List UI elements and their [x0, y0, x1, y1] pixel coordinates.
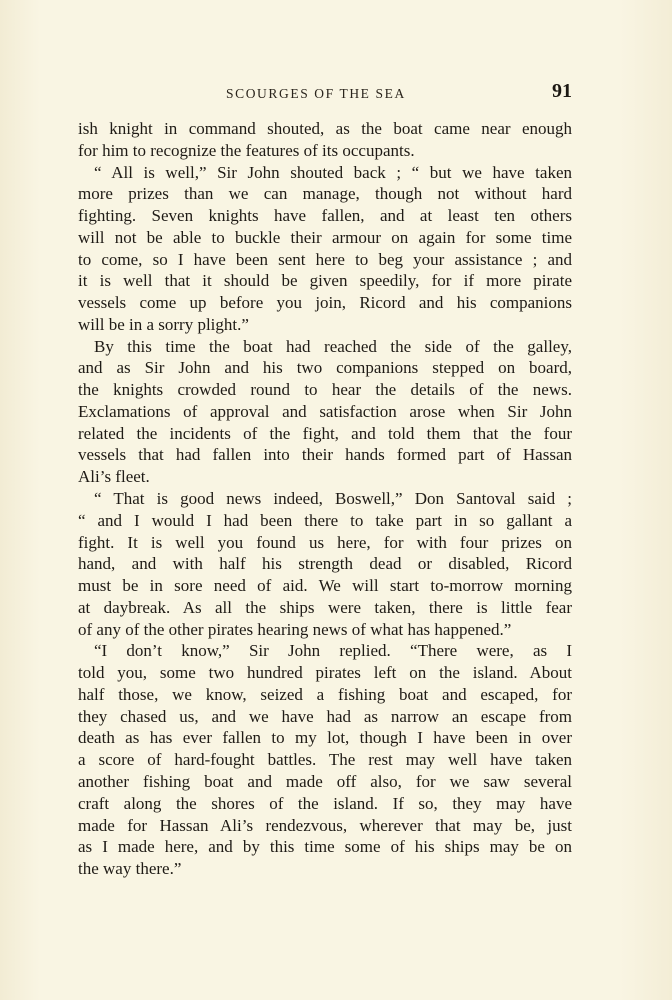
text-line: will be in a sorry plight.”	[78, 314, 249, 334]
page-number: 91	[552, 80, 572, 102]
text-line: vessels that had fallen into their hands formed part of Hassan	[78, 445, 572, 465]
body-text	[78, 118, 572, 880]
text-line: for him to recognize the features of its occupants.	[78, 140, 415, 160]
text-line: must be in sore need of aid. We will start to-morrow morning	[78, 576, 572, 596]
text-line: ish knight in command shouted, as the boat came near enough	[78, 119, 572, 138]
text-line: “ That is good news indeed, Boswell,” Don Santoval said ;	[94, 489, 572, 509]
running-head: SCOURGES OF THE SEA	[226, 86, 406, 101]
text-line: fight. It is well you found us here, for with four prizes on	[78, 532, 572, 552]
text-line: hand, and with half his strength dead or disabled, Ricord	[78, 554, 572, 574]
text-line: By this time the boat had reached the side of the galley,	[94, 336, 572, 356]
text-line: fighting. Seven knights have fallen, and at least ten others	[78, 206, 572, 226]
text-line: vessels come up before you join, Ricord and his companions	[78, 293, 572, 313]
text-line: told you, some two hundred pirates left on the island. About	[78, 663, 572, 683]
text-line: will not be able to buckle their armour on again for some time	[78, 227, 572, 247]
text-line: made for Hassan Ali’s rendezvous, wherever that may be, just	[78, 815, 572, 835]
text-line: they chased us, and we have had as narrow an escape from	[78, 706, 572, 726]
text-line: another fishing boat and made off also, for we saw several	[78, 771, 572, 791]
text-line: and as Sir John and his two companions stepped on board,	[78, 358, 572, 378]
text-line: as I made here, and by this time some of his ships may be on	[78, 837, 572, 857]
text-line: a score of hard-fought battles. The rest may well have taken	[78, 750, 572, 770]
text-line: at daybreak. As all the ships were taken, there is little fear	[78, 597, 572, 617]
text-line: related the incidents of the fight, and told them that the four	[78, 423, 572, 443]
text-line: “ All is well,” Sir John shouted back ; “ but we have taken	[94, 162, 572, 182]
page-header	[76, 80, 572, 108]
text-line: half those, we know, seized a fishing boat and escaped, for	[78, 684, 572, 704]
text-line: death as has ever fallen to my lot, though I have been in over	[78, 728, 572, 748]
text-line: Ali’s fleet.	[78, 467, 150, 487]
text-line: more prizes than we can manage, though not without hard	[78, 184, 572, 204]
text-line: of any of the other pirates hearing news of what has happened.”	[78, 619, 512, 639]
text-line: “ and I would I had been there to take part in so gallant a	[78, 510, 572, 530]
text-line: it is well that it should be given speedily, for if more pirate	[78, 271, 572, 291]
text-line: the knights crowded round to hear the details of the news.	[78, 380, 572, 400]
text-line: to come, so I have been sent here to beg your assistance ; and	[78, 249, 572, 269]
text-line: the way there.”	[78, 859, 182, 879]
text-line: Exclamations of approval and satisfaction arose when Sir John	[78, 401, 572, 421]
text-line: “I don’t know,” Sir John replied. “There were, as I	[94, 641, 572, 661]
text-line: craft along the shores of the island. If so, they may have	[78, 793, 572, 813]
